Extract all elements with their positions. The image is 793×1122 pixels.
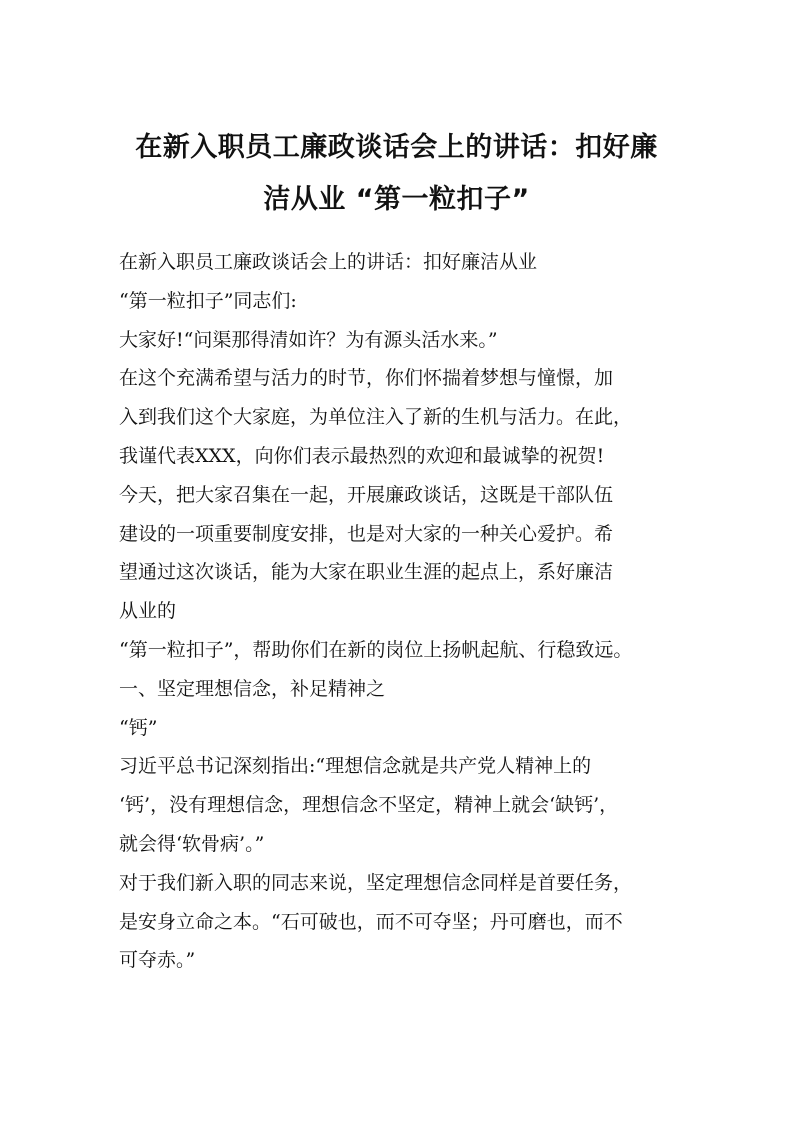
title-line-2: 洁从业 “第一粒扣子” (263, 184, 530, 215)
section-heading-1-cont: “钙” (119, 716, 158, 739)
body-line-5: 入到我们这个大家庭，为单位注入了新的生机与活力。在此， (119, 406, 633, 429)
body-line-14: 习近平总书记深刻指出:“理想信念就是共产党人精神上的 (119, 755, 592, 778)
body-line-10: 从业的 (119, 600, 177, 623)
document-body (119, 243, 689, 980)
title-line-1: 在新入职员工廉政谈话会上的讲话：扣好廉 (135, 132, 658, 163)
body-line-7: 今天，把大家召集在一起，开展廉政谈话，这既是干部队伍 (119, 483, 614, 506)
body-line-15: ‘钙’，没有理想信念，理想信念不坚定，精神上就会‘缺钙’， (119, 794, 619, 817)
body-line-1: 在新入职员工廉政谈话会上的讲话：扣好廉洁从业 (119, 251, 538, 273)
body-line-2: “第一粒扣子”同志们: (119, 289, 297, 312)
body-line-18: 是安身立命之本。“石可破也，而不可夺坚；丹可磨也，而不 (119, 910, 623, 933)
section-heading-1: 一、坚定理想信念，补足精神之 (119, 677, 386, 700)
body-line-4: 在这个充满希望与活力的时节，你们怀揣着梦想与憧憬，加 (119, 367, 614, 390)
document-title (100, 122, 693, 226)
body-line-6: 我谨代表XXX，向你们表示最热烈的欢迎和最诚挚的祝贺! (119, 444, 605, 467)
body-line-3: 大家好!“问渠那得清如许？为有源头活水来。” (119, 328, 498, 351)
body-line-19: 可夺赤。” (119, 949, 196, 972)
body-line-11: “第一粒扣子”，帮助你们在新的岗位上扬帆起航、行稳致远。 (119, 638, 633, 661)
body-line-8: 建设的一项重要制度安排，也是对大家的一种关心爱护。希 (119, 522, 614, 545)
body-line-16: 就会得‘软骨病’。” (119, 832, 265, 855)
body-line-9: 望通过这次谈话，能为大家在职业生涯的起点上，系好廉洁 (119, 561, 614, 584)
body-line-17: 对于我们新入职的同志来说，坚定理想信念同样是首要任务， (119, 871, 633, 894)
